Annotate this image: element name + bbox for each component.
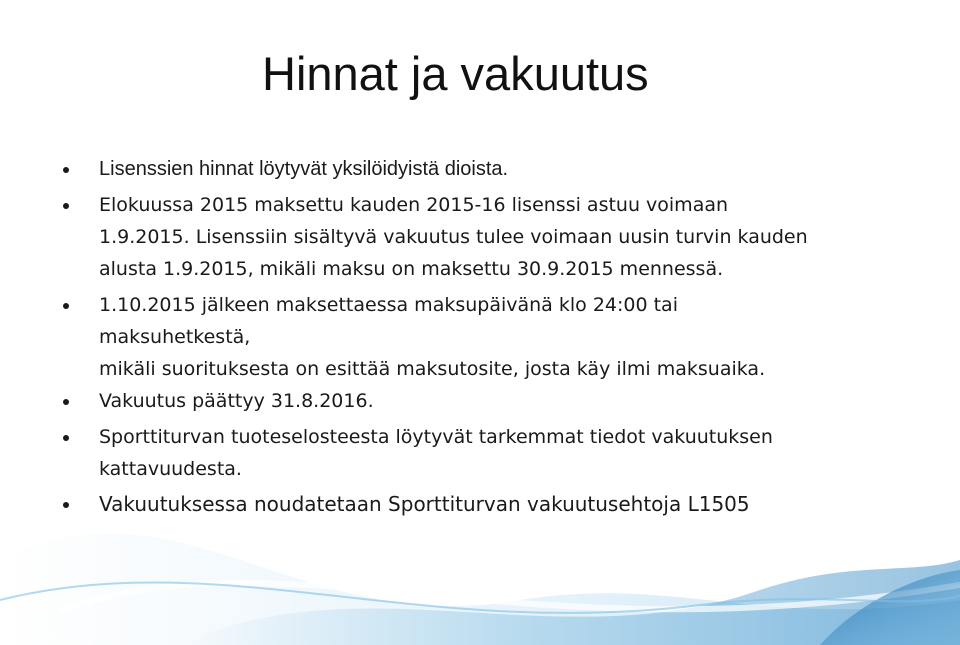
bullet-line: mikäli suorituksesta on esittää maksutosite, josta käy ilmi maksuaika. — [99, 358, 766, 380]
bullet-line: Lisenssien hinnat löytyvät yksilöidyistä dioista. — [99, 158, 509, 180]
slide-title: Hinnat ja vakuutus — [262, 47, 649, 100]
bullet-line: kattavuudesta. — [99, 458, 242, 480]
bullet-line: maksuhetkestä, — [99, 326, 251, 348]
bullet-line: 1.10.2015 jälkeen maksettaessa maksupäivänä klo 24:00 tai — [99, 294, 678, 316]
bullet-line: Vakuutus päättyy 31.8.2016. — [99, 390, 374, 412]
bullet-line: Elokuussa 2015 maksettu kauden 2015-16 lisenssi astuu voimaan — [99, 194, 729, 216]
bullet-line: Sporttiturvan tuoteselosteesta löytyvät tarkemmat tiedot vakuutuksen — [99, 426, 773, 448]
bullet-item — [62, 189, 922, 285]
bullet-line: alusta 1.9.2015, mikäli maksu on maksettu 30.9.2015 mennessä. — [99, 258, 724, 280]
bullet-line: 1.9.2015. Lisenssiin sisältyvä vakuutus tulee voimaan uusin turvin kauden — [99, 226, 808, 248]
bullet-item — [62, 289, 922, 385]
bullet-list — [62, 152, 922, 522]
bullet-item — [62, 152, 922, 187]
bullet-line: Vakuutuksessa noudatetaan Sporttiturvan vakuutusehtoja L1505 — [99, 492, 750, 516]
bullet-item — [62, 421, 922, 485]
bullet-item — [62, 487, 922, 522]
bullet-item — [62, 385, 922, 417]
